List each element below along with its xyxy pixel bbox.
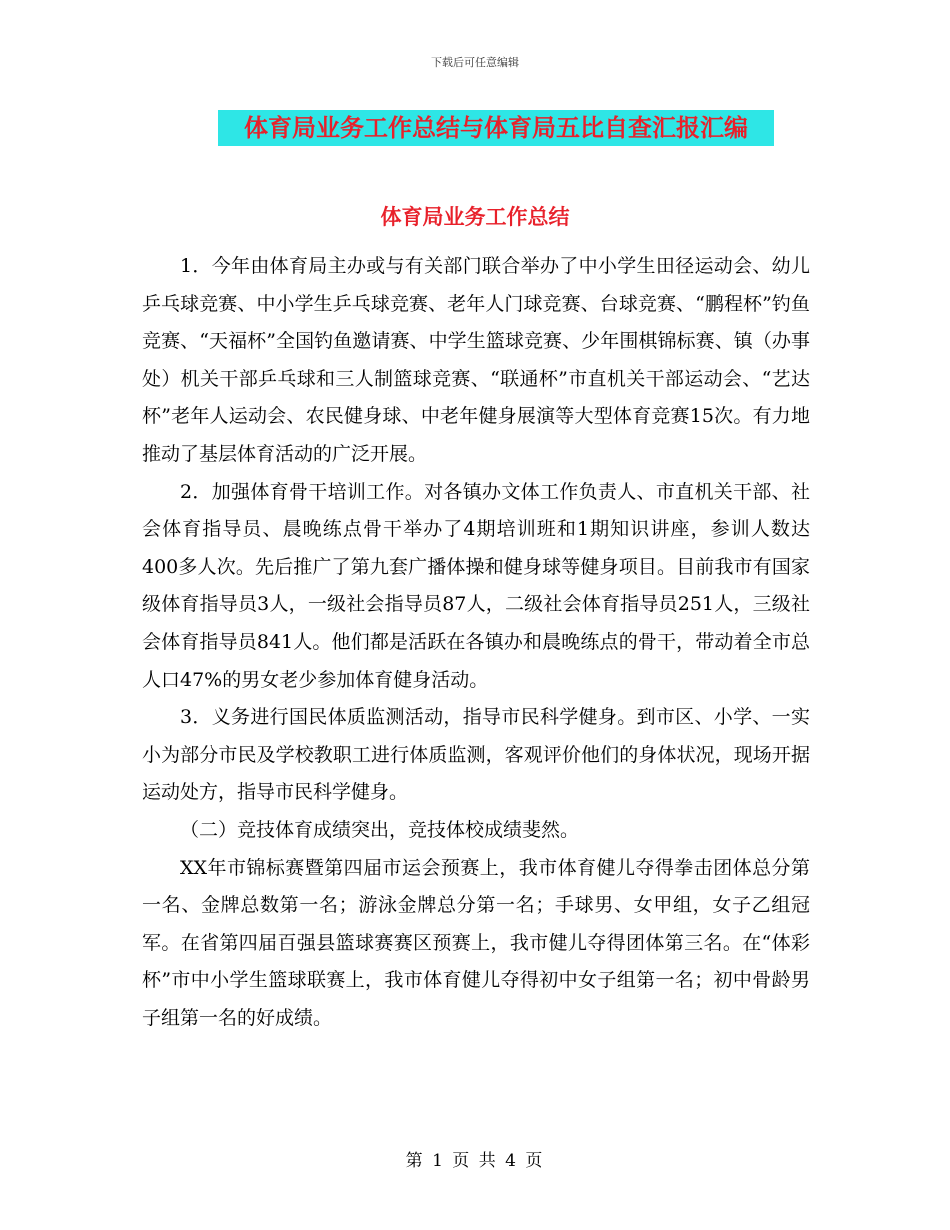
paragraph-1: 1．今年由体育局主办或与有关部门联合举办了中小学生田径运动会、幼儿乒乓球竞赛、中小学生乒乓球竞赛、老年人门球竞赛、台球竞赛、“鹏程杯”钓鱼竞赛、“天福杯”全国钓鱼邀请赛、中学生篮球竞赛、少年围棋锦标赛、镇（办事处）机关干部乒乓球和三人制篮球竞赛、“联通杯”市直机关干部运动会、“艺达杯”老年人运动会、农民健身球、中老年健身展演等大型体育竞赛15次。有力地推动了基层体育活动的广泛开展。 (142, 255, 810, 465)
paragraph-4: （二）竞技体育成绩突出，竞技体校成绩斐然。 (180, 818, 580, 841)
header-note: 下载后可任意编辑 (431, 56, 519, 69)
page-footer: 第 1 页 共 4 页 (405, 1151, 545, 1171)
paragraph-3: 3．义务进行国民体质监测活动，指导市民科学健身。到市区、小学、一实小为部分市民及学校教职工进行体质监测，客观评价他们的身体状况，现场开据运动处方，指导市民科学健身。 (142, 706, 810, 804)
main-title: 体育局业务工作总结与体育局五比自查汇报汇编 (218, 110, 774, 146)
section-title: 体育局业务工作总结 (380, 205, 570, 229)
body-text (142, 248, 810, 1037)
paragraph-2: 2．加强体育骨干培训工作。对各镇办文体工作负责人、市直机关干部、社会体育指导员、晨晚练点骨干举办了4期培训班和1期知识讲座，参训人数达400多人次。先后推广了第九套广播体操和健身球等健身项目。目前我市有国家级体育指导员3人，一级社会指导员87人，二级社会体育指导员251人，三级社会体育指导员841人。他们都是活跃在各镇办和晨晚练点的骨干，带动着全市总人口47%的男女老少参加体育健身活动。 (142, 480, 810, 691)
paragraph-5: XX年市锦标赛暨第四届市运会预赛上，我市体育健儿夺得拳击团体总分第一名、金牌总数第一名；游泳金牌总分第一名；手球男、女甲组，女子乙组冠军。在省第四届百强县篮球赛赛区预赛上，我市健儿夺得团体第三名。在“体彩杯”市中小学生篮球联赛上，我市体育健儿夺得初中女子组第一名；初中骨龄男子组第一名的好成绩。 (142, 856, 810, 1029)
